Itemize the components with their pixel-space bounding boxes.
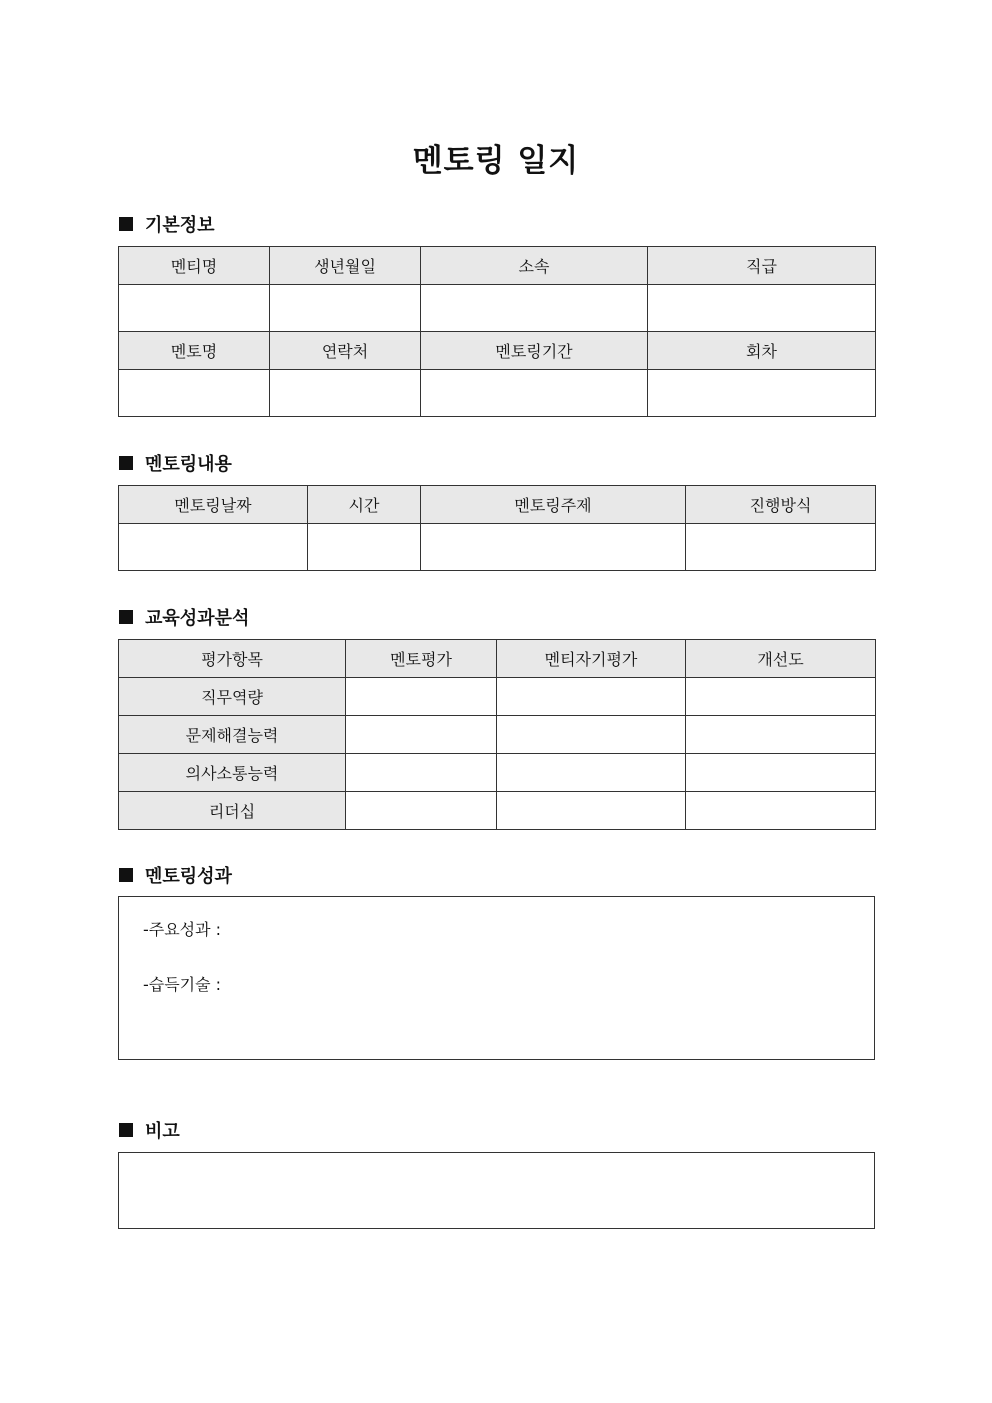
affiliation-header: 소속 xyxy=(421,247,648,285)
contact-header: 연락처 xyxy=(270,332,421,370)
table-header-row xyxy=(119,486,876,524)
table-header-row xyxy=(119,640,876,678)
table-row xyxy=(119,524,876,571)
mentee-self-evaluation-cell[interactable] xyxy=(497,716,686,754)
improvement-cell[interactable] xyxy=(686,678,876,716)
improvement-cell[interactable] xyxy=(686,792,876,830)
section-heading-mentoring-content xyxy=(119,451,232,475)
mentoring-topic-header: 멘토링주제 xyxy=(421,486,686,524)
section-title: 멘토링성과 xyxy=(145,866,232,887)
section-title: 교육성과분석 xyxy=(145,608,250,629)
table-header-row xyxy=(119,332,876,370)
section-heading-evaluation xyxy=(119,605,249,629)
skills-acquired-label: -습득기술 : xyxy=(143,975,222,994)
contact-cell[interactable] xyxy=(270,370,421,417)
table-row xyxy=(119,716,876,754)
mentee-name-header: 멘티명 xyxy=(119,247,270,285)
section-title: 기본정보 xyxy=(145,215,215,236)
session-number-cell[interactable] xyxy=(648,370,876,417)
mentoring-period-cell[interactable] xyxy=(421,370,648,417)
improvement-header: 개선도 xyxy=(686,640,876,678)
birthdate-cell[interactable] xyxy=(270,285,421,332)
table-row xyxy=(119,678,876,716)
evaluation-item-label: 리더십 xyxy=(119,792,346,830)
black-square-icon xyxy=(119,610,133,624)
time-cell[interactable] xyxy=(308,524,421,571)
black-square-icon xyxy=(119,456,133,470)
black-square-icon xyxy=(119,217,133,231)
mentoring-topic-cell[interactable] xyxy=(421,524,686,571)
method-cell[interactable] xyxy=(686,524,876,571)
table-row xyxy=(119,285,876,332)
mentee-self-evaluation-cell[interactable] xyxy=(497,792,686,830)
remarks-box[interactable] xyxy=(118,1152,875,1229)
mentor-evaluation-cell[interactable] xyxy=(346,678,497,716)
method-header: 진행방식 xyxy=(686,486,876,524)
main-results-label: -주요성과 : xyxy=(143,920,222,939)
mentee-name-cell[interactable] xyxy=(119,285,270,332)
evaluation-item-label: 직무역량 xyxy=(119,678,346,716)
session-number-header: 회차 xyxy=(648,332,876,370)
mentee-self-evaluation-cell[interactable] xyxy=(497,678,686,716)
mentor-evaluation-cell[interactable] xyxy=(346,792,497,830)
birthdate-header: 생년월일 xyxy=(270,247,421,285)
mentee-self-evaluation-cell[interactable] xyxy=(497,754,686,792)
outcome-box[interactable] xyxy=(118,896,875,1060)
mentee-self-evaluation-header: 멘티자기평가 xyxy=(497,640,686,678)
mentoring-content-table xyxy=(118,485,876,571)
mentoring-date-header: 멘토링날짜 xyxy=(119,486,308,524)
black-square-icon xyxy=(119,1123,133,1137)
page-title: 멘토링 일지 xyxy=(412,143,580,179)
mentoring-date-cell[interactable] xyxy=(119,524,308,571)
table-row xyxy=(119,792,876,830)
evaluation-table xyxy=(118,639,876,830)
section-heading-remarks xyxy=(119,1118,180,1142)
section-title: 비고 xyxy=(145,1121,180,1142)
section-heading-outcome xyxy=(119,863,232,887)
improvement-cell[interactable] xyxy=(686,754,876,792)
time-header: 시간 xyxy=(308,486,421,524)
mentor-evaluation-cell[interactable] xyxy=(346,754,497,792)
mentor-evaluation-header: 멘토평가 xyxy=(346,640,497,678)
mentor-name-header: 멘토명 xyxy=(119,332,270,370)
evaluation-item-header: 평가항목 xyxy=(119,640,346,678)
mentoring-period-header: 멘토링기간 xyxy=(421,332,648,370)
table-row xyxy=(119,370,876,417)
black-square-icon xyxy=(119,868,133,882)
improvement-cell[interactable] xyxy=(686,716,876,754)
evaluation-item-label: 의사소통능력 xyxy=(119,754,346,792)
mentor-evaluation-cell[interactable] xyxy=(346,716,497,754)
basic-info-table xyxy=(118,246,876,417)
affiliation-cell[interactable] xyxy=(421,285,648,332)
table-header-row xyxy=(119,247,876,285)
position-header: 직급 xyxy=(648,247,876,285)
position-cell[interactable] xyxy=(648,285,876,332)
mentor-name-cell[interactable] xyxy=(119,370,270,417)
table-row xyxy=(119,754,876,792)
section-title: 멘토링내용 xyxy=(145,454,232,475)
section-heading-basic-info xyxy=(119,212,215,236)
evaluation-item-label: 문제해결능력 xyxy=(119,716,346,754)
